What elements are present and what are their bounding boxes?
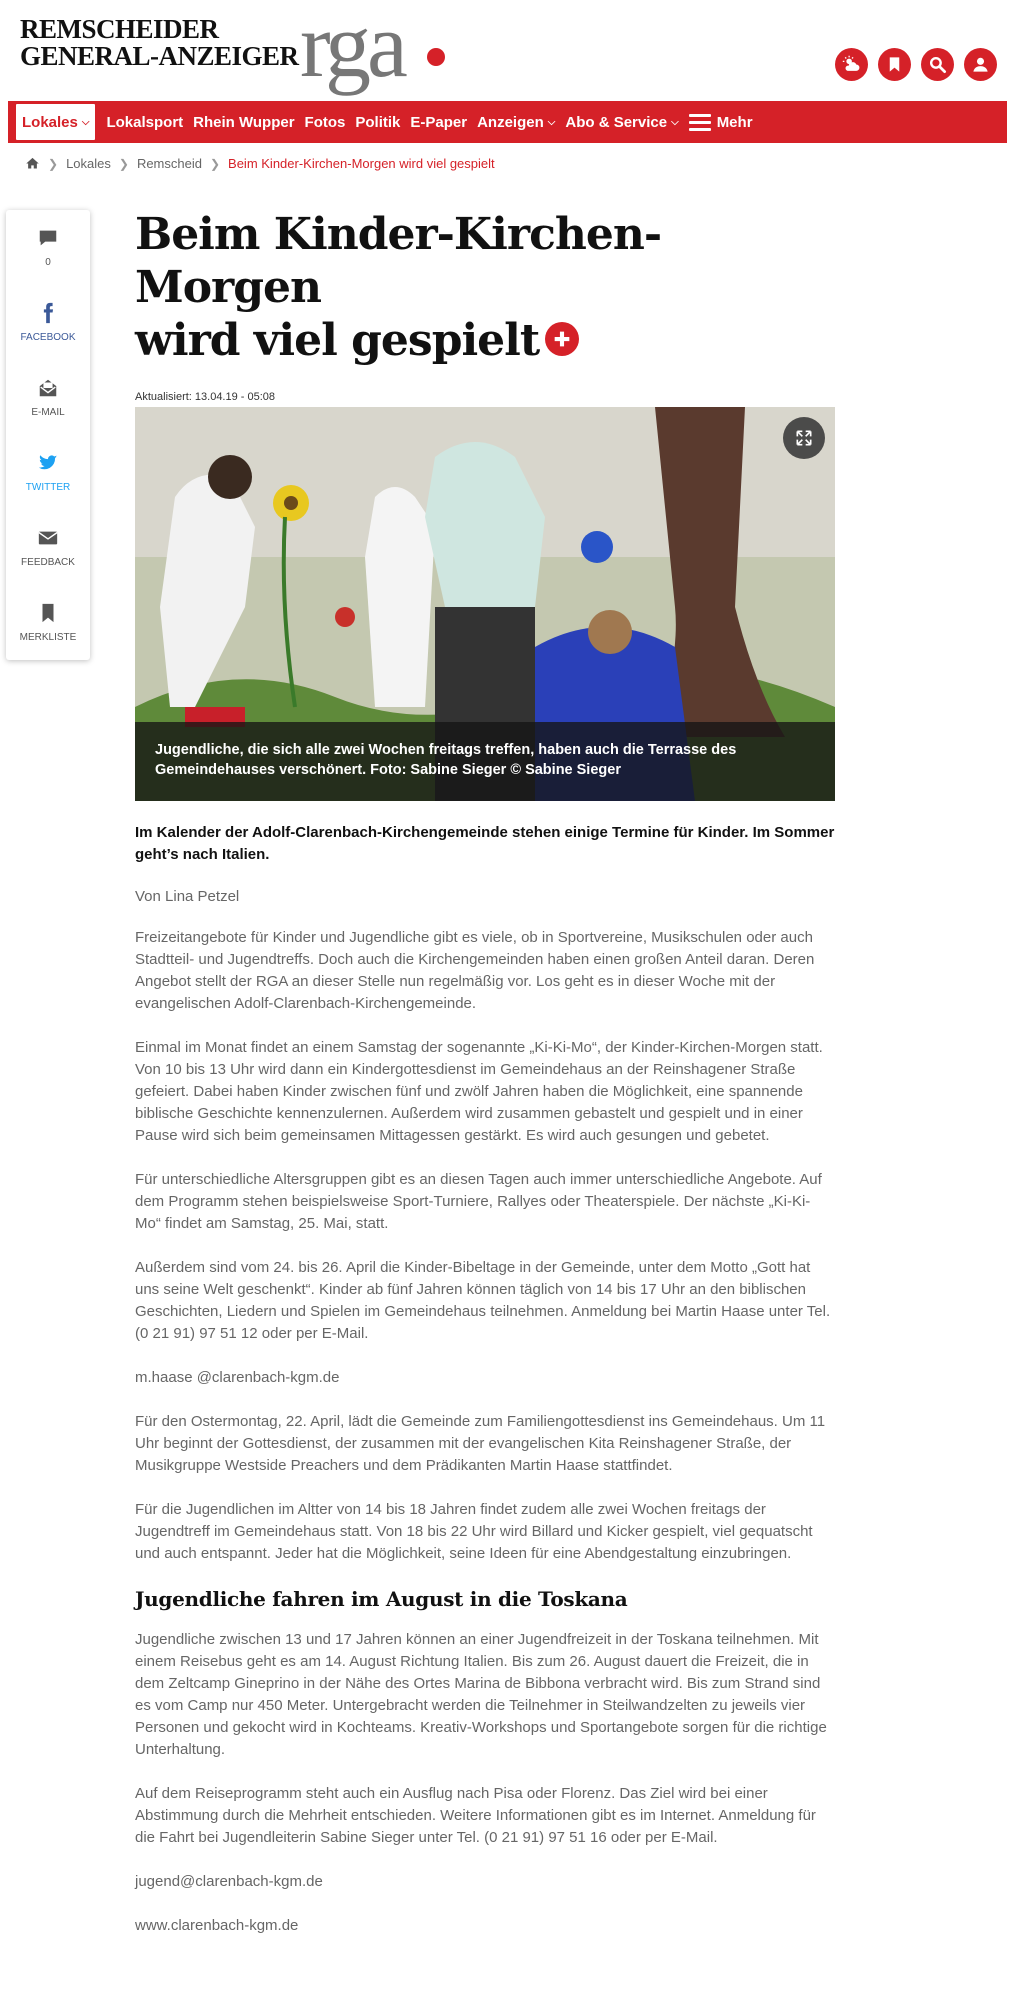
chevron-down-icon: ⌵ xyxy=(81,116,90,128)
facebook-icon xyxy=(37,302,59,324)
nav-label: Politik xyxy=(355,113,401,131)
title-line2: wird viel gespielt xyxy=(135,315,540,366)
paragraph: Einmal im Monat findet an einem Samstag der sogenannte „Ki-Ki-Mo“, der Kinder-Kirchen-Morgen statt. Von 10 bis 13 Uhr wird dann ein Kindergottesdienst im Gemeindehaus an der Reinshagener Straße gefeiert. Dabei haben Kinder zwischen fünf und zwölf Jahren haben die Möglichkeit, eine spannende biblische Geschichte kennenzulernen. Außerdem wird zusammen gebastelt und gespielt und in einer Pause wird sich beim gemeinsamen Mittagessen gestärkt. Es wird auch gesungen und gebetet. xyxy=(135,1039,823,1144)
logo-rga[interactable]: rga xyxy=(300,0,404,96)
paragraph: Auf dem Reiseprogramm steht auch ein Ausflug nach Pisa oder Florenz. Das Ziel wird bei einer Abstimmung durch die Mehrheit entschieden. Weitere Informationen gibt es im Internet. Anmeldung für die Fahrt bei Jugendleiterin Sabine Sieger unter Tel. (0 21 91) 97 51 16 oder per E-Mail. xyxy=(135,1785,816,1846)
home-icon[interactable] xyxy=(25,156,40,171)
logo-line1: REMSCHEIDER xyxy=(20,14,219,44)
paragraph: Jugendliche zwischen 13 und 17 Jahren können an einer Jugendfreizeit in der Toskana teilnehmen. Mit einem Reisebus geht es am 14. August Richtung Italien. Bis zum 26. August dauert die Freizeit, die in dem Zeltcamp Gineprino in der Nähe des Ortes Marina de Bibbona verbracht wird. Bis zum Strand sind es vom Camp nur 450 Meter. Untergebracht werden die Teilnehmer in Steilwandzelten zu jeweils vier Personen und gekocht wird in Kochteams. Kreativ-Workshops und Sportangebote sorgen für die richtige Unterhaltung. xyxy=(135,1631,827,1758)
email-share-button[interactable] xyxy=(6,360,90,435)
comments-count: 0 xyxy=(45,257,51,268)
logo-line2: GENERAL-ANZEIGER xyxy=(20,41,299,71)
email-label: E-MAIL xyxy=(31,407,65,418)
main-nav xyxy=(8,101,1007,143)
chevron-right-icon: ❯ xyxy=(118,156,129,171)
chevron-down-icon: ⌵ xyxy=(547,116,556,128)
comments-button[interactable] xyxy=(6,210,90,285)
article-author: Von Lina Petzel xyxy=(135,888,240,905)
chevron-right-icon: ❯ xyxy=(209,156,221,171)
user-icon[interactable] xyxy=(964,48,997,81)
bookmark-label: MERKLISTE xyxy=(19,632,77,643)
nav-label: Fotos xyxy=(304,113,346,131)
twitter-label: TWITTER xyxy=(25,482,71,493)
plus-icon xyxy=(545,322,579,356)
nav-item-epaper[interactable] xyxy=(405,101,472,143)
email-link[interactable]: m.haase @clarenbach-kgm.de xyxy=(135,1369,340,1386)
breadcrumb-item-remscheid[interactable]: Remscheid xyxy=(136,156,202,171)
website-link[interactable]: www.clarenbach-kgm.de xyxy=(135,1917,299,1934)
chevron-down-icon: ⌵ xyxy=(671,116,679,128)
bookmark-icon[interactable] xyxy=(878,48,911,81)
breadcrumb-current: Beim Kinder-Kirchen-Morgen wird viel gespielt xyxy=(228,156,495,171)
expand-icon xyxy=(794,428,814,448)
email-icon xyxy=(37,377,59,399)
paragraph: Außerdem sind vom 24. bis 26. April die Kinder-Bibeltage in der Gemeinde, unter dem Motto „Gott hat uns seine Welt geschenkt“. Kinder ab fünf Jahren können täglich von 14 bis 17 Uhr an den biblischen Geschichten, Liedern und Spielen im Gemeindehaus teilnehmen. Anmeldung bei Martin Haase unter Tel. (0 21 91) 97 51 12 oder per E-Mail. xyxy=(135,1259,831,1342)
twitter-icon xyxy=(37,452,59,474)
paragraph: Für die Jugendlichen im Altter von 14 bis 18 Jahren findet zudem alle zwei Wochen freitags der Jugendtreff im Gemeindehaus statt. Von 18 bis 22 Uhr wird Billard und Kicker gespielt, viel gequatscht und auch entspannt. Jeder hat die Möglichkeit, seine Ideen für eine Abendgestaltung einzubringen. xyxy=(135,1501,813,1562)
article xyxy=(135,208,835,1937)
nav-label: Lokalsport xyxy=(106,113,184,131)
paragraph: Freizeitangebote für Kinder und Jugendliche gibt es viele, ob in Sportvereine, Musikschulen oder auch Stadtteil- und Jugendtreffs. Doch auch die Kirchengemeinden haben einen großen Anteil daran. Deren Angebot stellt der RGA an dieser Stelle nun regelmäßig vor. Los geht es in dieser Woche mit der evangelischen Adolf-Clarenbach-Kirchengemeinde. xyxy=(135,929,815,1012)
image-caption: Jugendliche, die sich alle zwei Wochen freitags treffen, haben auch die Terrasse des Gemeindehauses verschönert. Foto: Sabine Sieger © Sabine Sieger xyxy=(135,722,835,801)
header-icons xyxy=(835,48,997,81)
nav-label: E-Paper xyxy=(410,113,468,131)
title-line1: Beim Kinder-Kirchen-Morgen xyxy=(135,209,662,313)
article-title xyxy=(135,208,835,367)
logo-dot xyxy=(427,48,445,66)
nav-label: Abo & Service xyxy=(565,113,668,131)
envelope-icon xyxy=(37,527,59,549)
facebook-label: FACEBOOK xyxy=(20,332,76,343)
nav-item-politik[interactable] xyxy=(350,101,405,143)
paragraph: Für den Ostermontag, 22. April, lädt die Gemeinde zum Familiengottesdienst ins Gemeindehaus. Um 11 Uhr beginnt der Gottesdienst, der zusammen mit der evangelischen Kita Reinshagener Straße, der Musikgruppe Westside Preachers und dem Prädikanten Martin Haase stattfindet. xyxy=(135,1413,826,1474)
article-lead: Im Kalender der Adolf-Clarenbach-Kirchengemeinde stehen einige Termine für Kinder. Im Sommer geht’s nach Italien. xyxy=(135,824,835,863)
article-image[interactable] xyxy=(135,407,835,801)
subheading: Jugendliche fahren im August in die Toskana xyxy=(135,1587,628,1611)
feedback-button[interactable] xyxy=(6,510,90,585)
nav-item-lokales[interactable] xyxy=(16,104,95,140)
chevron-right-icon: ❯ xyxy=(48,156,59,171)
nav-item-anzeigen[interactable] xyxy=(472,101,560,143)
feedback-label: FEEDBACK xyxy=(21,557,75,568)
comment-icon xyxy=(37,227,59,249)
facebook-share-button[interactable] xyxy=(6,285,90,360)
nav-item-mehr[interactable] xyxy=(684,101,758,143)
share-sidebar xyxy=(6,210,90,660)
paragraph: Für unterschiedliche Altersgruppen gibt es an diesen Tagen auch immer unterschiedliche Angebote. Auf dem Programm stehen beispielsweise Sport-Turniere, Rallyes oder Theaterspiele. Der nächste „Ki-Ki-Mo“ findet am Samstag, 25. Mai, statt. xyxy=(135,1171,822,1232)
nav-item-fotos[interactable] xyxy=(300,101,351,143)
nav-label: Anzeigen xyxy=(477,113,544,131)
updated-timestamp: Aktualisiert: 13.04.19 - 05:08 xyxy=(135,391,276,403)
twitter-share-button[interactable] xyxy=(6,435,90,510)
breadcrumb-item-lokales[interactable]: Lokales xyxy=(66,156,111,171)
logo[interactable] xyxy=(20,16,299,70)
expand-image-button[interactable] xyxy=(783,417,825,459)
nav-label: Mehr xyxy=(716,113,753,131)
breadcrumb xyxy=(25,156,495,171)
nav-item-rhein-wupper[interactable] xyxy=(188,101,299,143)
email-link[interactable]: jugend@clarenbach-kgm.de xyxy=(135,1873,323,1890)
bookmark-icon xyxy=(37,602,59,624)
nav-item-lokalsport[interactable] xyxy=(101,101,188,143)
search-icon[interactable] xyxy=(921,48,954,81)
nav-item-abo-service[interactable] xyxy=(560,101,683,143)
nav-label: Lokales xyxy=(22,113,78,131)
menu-icon xyxy=(689,110,711,135)
nav-label: Rhein Wupper xyxy=(193,113,295,131)
article-body xyxy=(135,927,835,1937)
weather-icon[interactable] xyxy=(835,48,868,81)
bookmark-article-button[interactable] xyxy=(6,585,90,660)
site-header xyxy=(0,0,1017,100)
